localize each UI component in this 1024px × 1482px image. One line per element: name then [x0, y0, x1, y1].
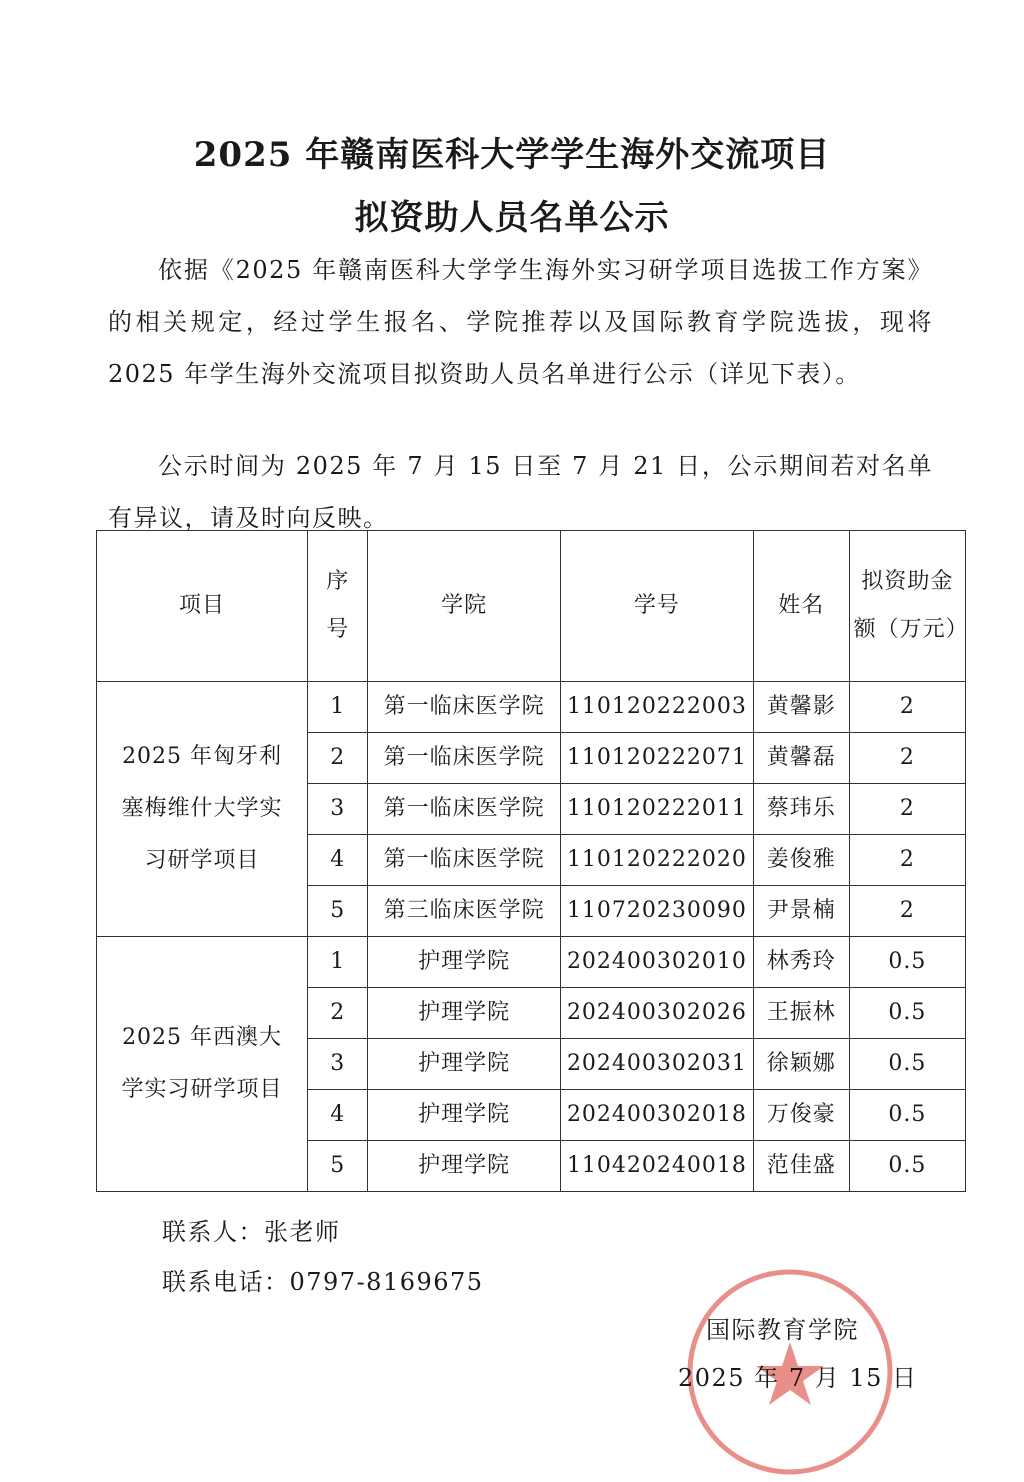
- table-row: [97, 937, 966, 988]
- seq-cell: 5: [308, 886, 368, 937]
- seq-cell: 5: [308, 1141, 368, 1192]
- seq-cell: 4: [308, 835, 368, 886]
- college-cell: 第一临床医学院: [368, 682, 561, 733]
- project-cell: 2025 年匈牙利塞梅维什大学实习研学项目: [97, 682, 308, 937]
- college-cell: 护理学院: [368, 1141, 561, 1192]
- intro-paragraph: 依据《2025 年赣南医科大学学生海外实习研学项目选拔工作方案》的相关规定，经过学生报名、学院推荐以及国际教育学院选拔，现将 2025 年学生海外交流项目拟资助人员名单进行公示（详见下表）。: [108, 256, 933, 388]
- student-id-cell: 110120222011: [561, 784, 754, 835]
- amount-cell: 0.5: [849, 1141, 965, 1192]
- college-cell: 护理学院: [368, 1090, 561, 1141]
- seq-cell: 1: [308, 937, 368, 988]
- seq-cell: 2: [308, 988, 368, 1039]
- contact-phone: 联系电话：0797-8169675: [162, 1268, 484, 1296]
- name-cell: 蔡玮乐: [753, 784, 849, 835]
- student-id-cell: 202400302010: [561, 937, 754, 988]
- amount-cell: 0.5: [849, 1039, 965, 1090]
- college-cell: 护理学院: [368, 988, 561, 1039]
- name-cell: 王振林: [753, 988, 849, 1039]
- seq-cell: 3: [308, 1039, 368, 1090]
- document-title-line2: 拟资助人员名单公示: [354, 198, 670, 238]
- header-seq: 序号: [308, 531, 368, 682]
- header-name: 姓名: [753, 531, 849, 682]
- header-student-id: 学号: [561, 531, 754, 682]
- name-cell: 范佳盛: [753, 1141, 849, 1192]
- student-id-cell: 110120222020: [561, 835, 754, 886]
- amount-cell: 2: [849, 835, 965, 886]
- name-cell: 姜俊雅: [753, 835, 849, 886]
- student-id-cell: 202400302031: [561, 1039, 754, 1090]
- college-cell: 护理学院: [368, 937, 561, 988]
- signature-org: 国际教育学院: [706, 1316, 859, 1344]
- project-cell: 2025 年西澳大学实习研学项目: [97, 937, 308, 1192]
- amount-cell: 2: [849, 733, 965, 784]
- college-cell: 护理学院: [368, 1039, 561, 1090]
- name-cell: 尹景楠: [753, 886, 849, 937]
- college-cell: 第一临床医学院: [368, 835, 561, 886]
- amount-cell: 0.5: [849, 988, 965, 1039]
- amount-cell: 2: [849, 682, 965, 733]
- amount-cell: 0.5: [849, 1090, 965, 1141]
- student-id-cell: 110420240018: [561, 1141, 754, 1192]
- student-id-cell: 202400302026: [561, 988, 754, 1039]
- name-cell: 林秀玲: [753, 937, 849, 988]
- name-cell: 徐颖娜: [753, 1039, 849, 1090]
- college-cell: 第一临床医学院: [368, 733, 561, 784]
- college-cell: 第一临床医学院: [368, 784, 561, 835]
- name-cell: 黄馨影: [753, 682, 849, 733]
- contact-person: 联系人：张老师: [162, 1218, 341, 1246]
- seq-cell: 2: [308, 733, 368, 784]
- seq-cell: 4: [308, 1090, 368, 1141]
- signature-date: 2025 年 7 月 15 日: [678, 1364, 918, 1392]
- student-id-cell: 202400302018: [561, 1090, 754, 1141]
- amount-cell: 2: [849, 784, 965, 835]
- funding-roster-table: [96, 530, 969, 1192]
- header-college: 学院: [368, 531, 561, 682]
- amount-cell: 0.5: [849, 937, 965, 988]
- name-cell: 万俊豪: [753, 1090, 849, 1141]
- student-id-cell: 110120222071: [561, 733, 754, 784]
- table-row: [97, 682, 966, 733]
- amount-cell: 2: [849, 886, 965, 937]
- header-amount: 拟资助金额（万元）: [849, 531, 965, 682]
- name-cell: 黄馨磊: [753, 733, 849, 784]
- seq-cell: 1: [308, 682, 368, 733]
- seq-cell: 3: [308, 784, 368, 835]
- student-id-cell: 110720230090: [561, 886, 754, 937]
- college-cell: 第三临床医学院: [368, 886, 561, 937]
- header-project: 项目: [97, 531, 308, 682]
- document-title-line1: 2025 年赣南医科大学学生海外交流项目: [193, 135, 831, 175]
- student-id-cell: 110120222003: [561, 682, 754, 733]
- table-header-row: [97, 531, 966, 682]
- notice-period-paragraph: 公示时间为 2025 年 7 月 15 日至 7 月 21 日，公示期间若对名单有异议，请及时向反映。: [108, 452, 933, 532]
